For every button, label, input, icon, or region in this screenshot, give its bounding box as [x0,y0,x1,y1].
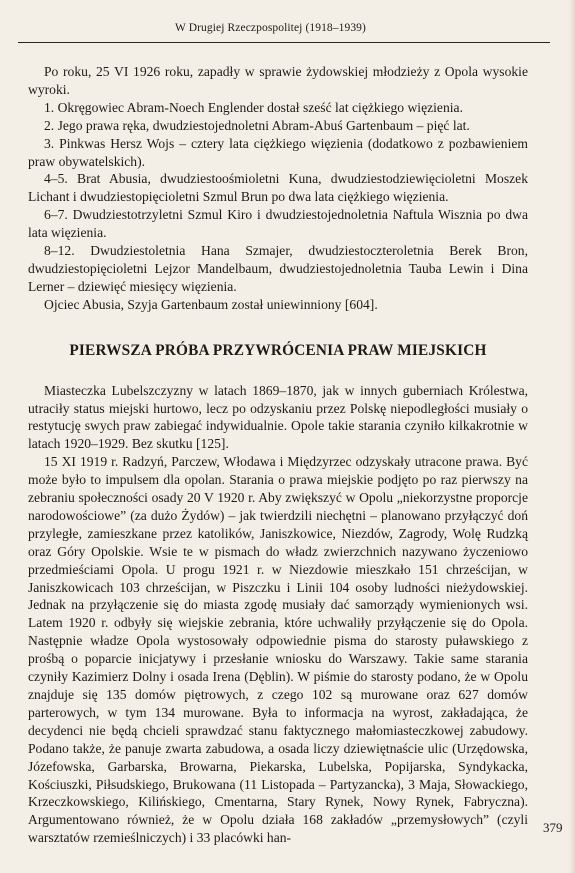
page-number: 379 [543,820,563,835]
section-heading: PIERWSZA PRÓBA PRZYWRÓCENIA PRAW MIEJSKICH [69,341,487,359]
paragraph: Po roku, 25 VI 1926 roku, zapadły w sprawie żydowskiej młodzieży z Opola wysokie wyroki. [28,64,528,97]
paragraph: 4–5. Brat Abusia, dwudziestoośmioletni Kuna, dwudziestodziewięcioletni Moszek Lichant i dwudziestopięcioletni Szmul Brun po dwa lata ciężkiego więzienia. [28,171,528,205]
paragraph: Ojciec Abusia, Szyja Gartenbaum został uniewinniony [604]. [44,296,378,312]
paragraph: 3. Pinkwas Hersz Wojs – cztery lata ciężkiego więzienia (dodatkowo z pozbawieniem praw obywatelskich). [28,135,528,169]
paragraph: 2. Jego prawa ręka, dwudziestojednoletni Abram-Abuś Gartenbaum – pięć lat. [44,117,470,133]
header-rule [18,42,550,43]
paragraph: Miasteczka Lubelszczyzny w latach 1869–1870, jak w innych guberniach Królestwa, utraciły status miejski hurtowo, lecz po odzyskaniu przez Polskę niepodległości musiały o restytucję swych praw zabiegać indywidualnie. Opole takie starania czyniło kilkakrotnie w latach 1920–1929. Bez skutku [125]. [28,382,528,452]
paragraph: 1. Okręgowiec Abram-Noech Englender dostał sześć lat ciężkiego więzienia. [44,99,463,115]
paragraph: 15 XI 1919 r. Radzyń, Parczew, Włodawa i Międzyrzec odzyskały utracone prawa. Być może było to impulsem dla opolan. Starania o prawa miejskie podjęto po raz pierwszy na zebraniu społeczności osady 20 V 1920 r. Aby zwiększyć w Opolu „niekorzystne proporcje narodowościowe” (za dużo Żydów) – jak twierdzili niechętni – planowano przyłączyć doń przyległe, zamieszkane przez katolików, Janiszkowice, Niezdów, Zagrody, Wolę Rudzką oraz Góry Opolskie. Wsie te w pismach do władz zwierzchnich nazywano życzeniowo przedmieściami Opola. U progu 1921 r. w Niezdowie mieszkało 151 chrześcijan, w Janiszkowicach 103 chrześcijan, w Piszczku i Linii 104 osoby ludności nieżydowskiej. Jednak na przyłączenie się do miasta zgodę musiały dać samorządy wymienionych wsi. Latem 1920 r. odbyły się wiejskie zebrania, które uchwaliły przyłączenie się do Opola. Następnie władze Opola wystosowały odpowiednie pisma do starosty puławskiego z prośbą o poparcie inicjatywy i przesłanie wniosku do Warszawy. Takie same starania czyniły Kazimierz Dolny i osada Irena (Dęblin). W piśmie do starosty podano, że w Opolu znajduje się 135 domów piętrowych, z czego 102 są murowane oraz 627 domów parterowych, w tym 134 murowane. Była to informacja na wyrost, zakładająca, że decydenci nie będą chcieli sprawdzać stanu faktycznego małomiasteczkowej zabudowy. Podano także, że panuje zwarta zabudowa, a osada liczy dziewiętnaście ulic (Urzędowska, Józefowska, Garbarska, Browarna, Piekarska, Lubelska, Popijarska, Syndykacka, Kościuszki, Piłsudskiego, Brukowana (11 Listopada – Partyzancka), 3 Maja, Słowackiego, Krzeczkowskiego, Kilińskiego, Cmentarna, Stary Rynek, Nowy Rynek, Fabryczna). Argumentowano również, że w Opolu działa 168 zakładów „przemysłowych” (czyli warsztatów rzemieślniczych) i 33 placówki han- [28,454,528,846]
paragraph: 6–7. Dwudziestotrzyletni Szmul Kiro i dwudziestojednoletnia Naftula Wisznia po dwa lata więzienia. [28,207,528,241]
running-head: W Drugiej Rzeczpospolitej (1918–1939) [175,22,366,34]
paragraph: 8–12. Dwudziestoletnia Hana Szmajer, dwudziestoczteroletnia Berek Bron, dwudziestopięcioletni Lejzor Mandelbaum, dwudziestojednoletnia Tauba Lewin i Dina Lerner – dziewięć miesięcy więzienia. [28,243,528,294]
body-text [28,63,528,847]
page-edge-shadow [569,0,575,873]
